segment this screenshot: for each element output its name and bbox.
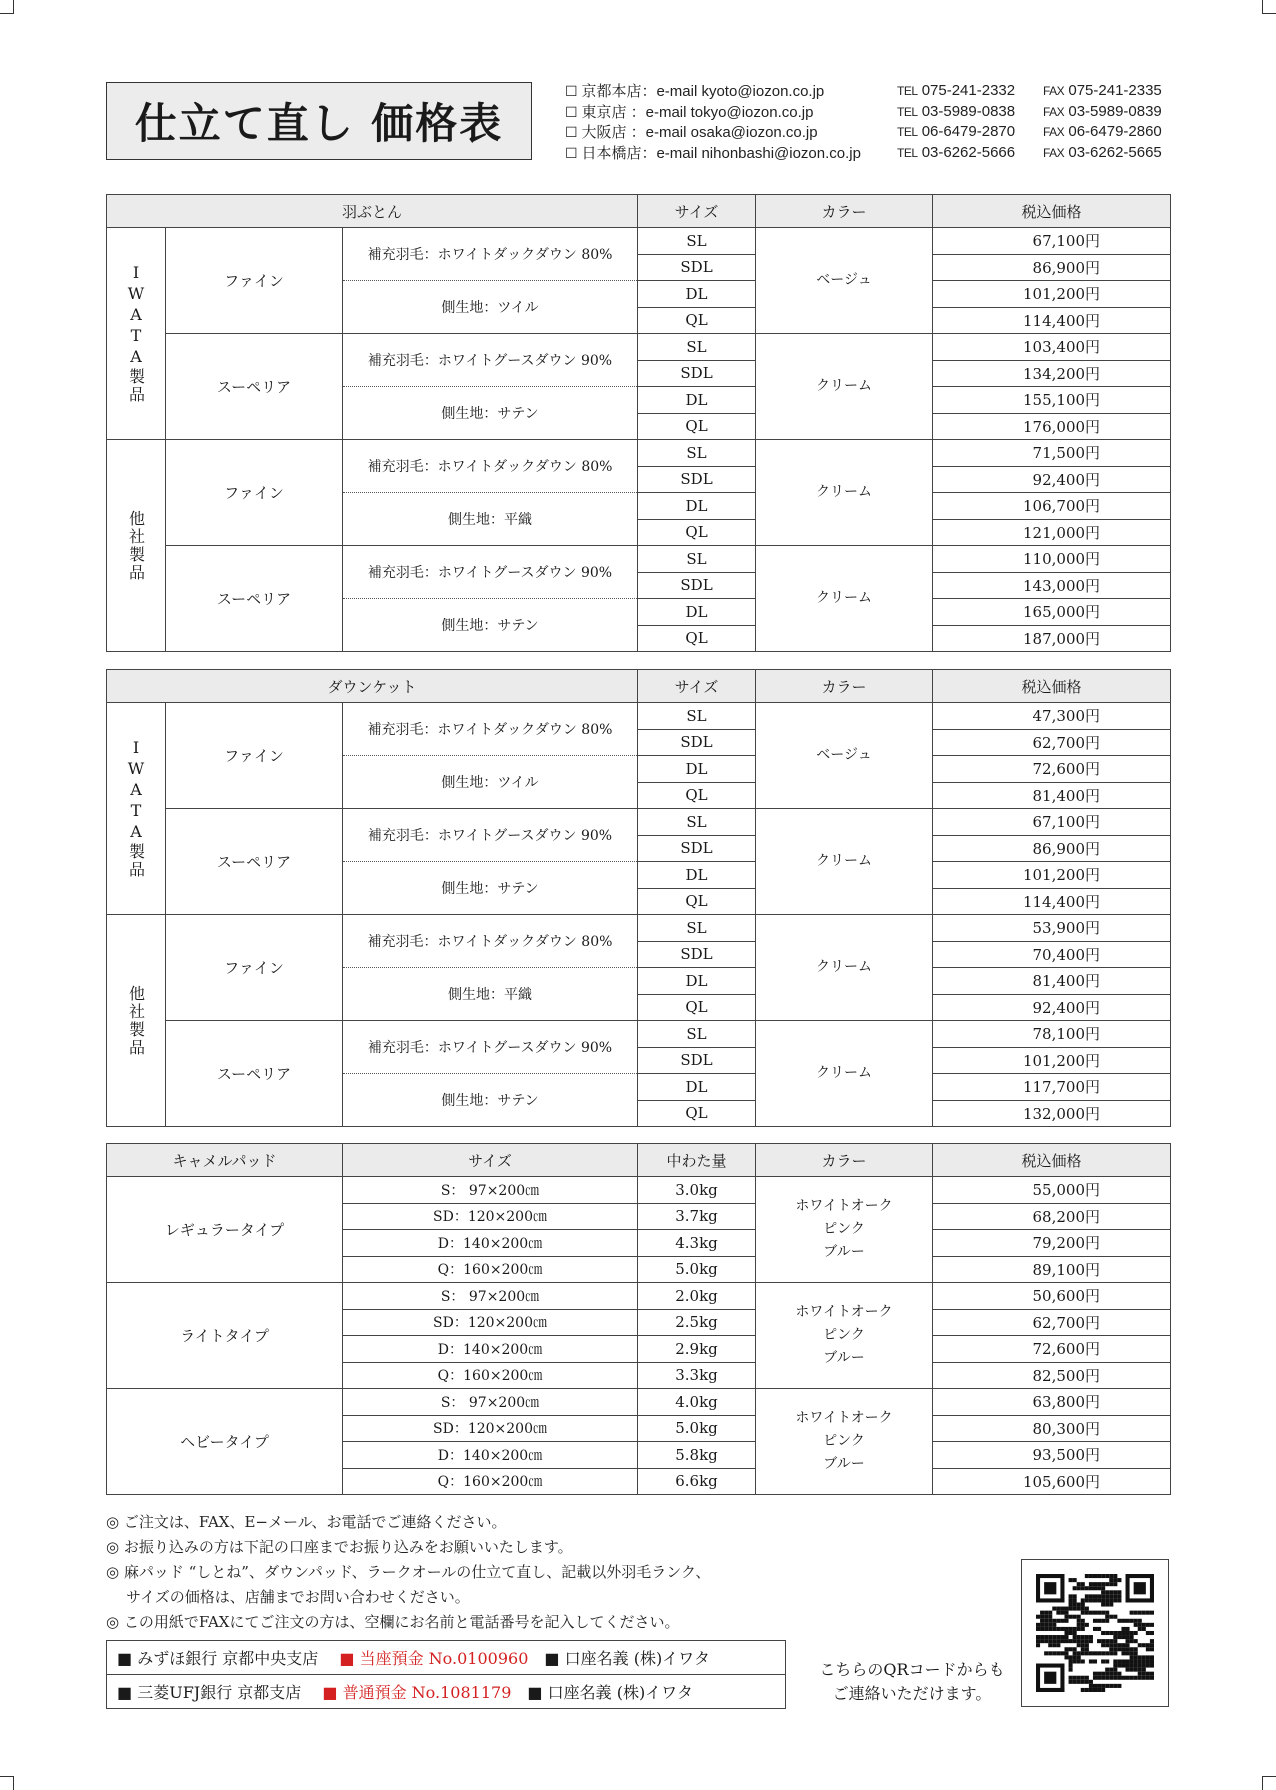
price-cell: 62,700円 — [933, 729, 1171, 756]
size-cell: QL — [638, 994, 756, 1021]
size-cell: DL — [638, 281, 756, 308]
price-cell: 114,400円 — [933, 888, 1171, 915]
price-cell: 47,300円 — [933, 703, 1171, 730]
size-cell: SL — [638, 915, 756, 942]
size-cell: QL — [638, 307, 756, 334]
crop-mark-bottom-right — [1262, 1776, 1276, 1790]
tel-number — [897, 82, 1043, 99]
tel-value: 06-6479-2870 — [921, 123, 1016, 140]
tel-number — [897, 123, 1043, 140]
size-cell: SL — [638, 546, 756, 573]
price-cell: 121,000円 — [933, 519, 1171, 546]
color-header: カラー — [756, 195, 933, 228]
price-cell: 62,700円 — [933, 1309, 1171, 1336]
account-holder: ■ 口座名義 (株)イワタ — [527, 1683, 693, 1702]
type-label: ライトタイプ — [107, 1283, 343, 1389]
table-row — [107, 1021, 1171, 1048]
table-row — [107, 334, 1171, 361]
price-cell: 67,100円 — [933, 228, 1171, 255]
account-number: ■ 普通預金 No.1081179 — [322, 1683, 511, 1702]
tel-label: TEL — [897, 104, 918, 119]
size-cell: SDL — [638, 729, 756, 756]
price-cell: 110,000円 — [933, 546, 1171, 573]
note-line: ◎ ご注文は、FAX、E−メール、お電話でご連絡ください。 — [106, 1510, 710, 1535]
type-label: ヘビータイプ — [107, 1389, 343, 1495]
grade-label: スーペリア — [166, 546, 343, 652]
color-cell — [756, 1389, 933, 1495]
store-contact — [565, 80, 897, 101]
table-row — [107, 809, 1171, 836]
size-cell: QL — [638, 625, 756, 652]
weight-cell: 2.9kg — [638, 1336, 756, 1363]
weight-cell: 5.8kg — [638, 1442, 756, 1469]
futon-price-table — [106, 194, 1171, 652]
size-cell: DL — [638, 599, 756, 626]
fax-number — [1043, 103, 1185, 120]
type-label: レギュラータイプ — [107, 1177, 343, 1283]
size-cell: SD：120×200㎝ — [343, 1203, 638, 1230]
fill-spec: 補充羽毛：ホワイトダックダウン 80% — [343, 228, 638, 281]
weight-cell: 4.3kg — [638, 1230, 756, 1257]
contact-row — [565, 80, 1185, 101]
fill-spec: 補充羽毛：ホワイトグースダウン 90% — [343, 1021, 638, 1074]
store-label: ☐ 日本橋店：e-mail — [565, 145, 697, 162]
price-cell: 68,200円 — [933, 1203, 1171, 1230]
weight-cell: 3.7kg — [638, 1203, 756, 1230]
size-cell: DL — [638, 493, 756, 520]
color-option: ブルー — [823, 1456, 865, 1472]
account-holder: ■ 口座名義 (株)イワタ — [544, 1649, 710, 1668]
price-cell: 89,100円 — [933, 1256, 1171, 1283]
column-header: カラー — [756, 1144, 933, 1177]
fill-spec: 補充羽毛：ホワイトグースダウン 90% — [343, 334, 638, 387]
price-cell: 92,400円 — [933, 466, 1171, 493]
size-cell: QL — [638, 888, 756, 915]
size-header: サイズ — [638, 670, 756, 703]
price-cell: 106,700円 — [933, 493, 1171, 520]
color-cell: クリーム — [756, 440, 933, 546]
size-cell: SDL — [638, 1047, 756, 1074]
fill-spec: 補充羽毛：ホワイトグースダウン 90% — [343, 809, 638, 862]
fax-number — [1043, 123, 1185, 140]
color-cell: クリーム — [756, 915, 933, 1021]
color-cell — [756, 1283, 933, 1389]
crop-mark-top-right — [1262, 0, 1276, 14]
store-label: ☐ 東京店 ：e-mail — [565, 104, 686, 121]
weight-cell: 3.0kg — [638, 1177, 756, 1204]
size-cell: D：140×200㎝ — [343, 1336, 638, 1363]
size-cell: Q：160×200㎝ — [343, 1362, 638, 1389]
grade-label: スーペリア — [166, 334, 343, 440]
fill-spec: 補充羽毛：ホワイトダックダウン 80% — [343, 703, 638, 756]
price-cell: 80,300円 — [933, 1415, 1171, 1442]
size-cell: SDL — [638, 941, 756, 968]
bank-row — [107, 1675, 786, 1709]
size-cell: QL — [638, 519, 756, 546]
size-cell: SD：120×200㎝ — [343, 1309, 638, 1336]
size-cell: SL — [638, 440, 756, 467]
tel-value: 03-5989-0838 — [921, 102, 1016, 120]
price-cell: 67,100円 — [933, 809, 1171, 836]
color-cell: クリーム — [756, 546, 933, 652]
tel-label: TEL — [897, 84, 918, 98]
grade-label: ファイン — [166, 915, 343, 1021]
fill-spec: 補充羽毛：ホワイトダックダウン 80% — [343, 915, 638, 968]
price-cell: 82,500円 — [933, 1362, 1171, 1389]
table-row — [107, 440, 1171, 467]
grade-label: スーペリア — [166, 1021, 343, 1127]
column-header: 中わた量 — [638, 1144, 756, 1177]
price-cell: 105,600円 — [933, 1468, 1171, 1495]
note-line: ◎ お振り込みの方は下記の口座までお振り込みをお願いいたします。 — [106, 1535, 710, 1560]
size-cell: Q：160×200㎝ — [343, 1468, 638, 1495]
size-header: サイズ — [638, 195, 756, 228]
camel-pad-price-table — [106, 1143, 1171, 1495]
size-cell: SL — [638, 228, 756, 255]
size-cell: S： 97×200㎝ — [343, 1177, 638, 1204]
header-row — [107, 670, 1171, 703]
color-option: ホワイトオーク — [795, 1304, 893, 1320]
fabric-spec: 側生地：サテン — [343, 862, 638, 915]
size-cell: S： 97×200㎝ — [343, 1283, 638, 1310]
price-cell: 71,500円 — [933, 440, 1171, 467]
size-cell: DL — [638, 1074, 756, 1101]
fabric-spec: 側生地：ツイル — [343, 281, 638, 334]
email-link[interactable]: nihonbashi@iozon.co.jp — [701, 144, 861, 162]
contact-row — [565, 101, 1185, 122]
fax-value: 075-241-2335 — [1068, 82, 1162, 99]
note-line: ◎ この用紙でFAXにてご注文の方は、空欄にお名前と電話番号を記入してください。 — [106, 1610, 710, 1635]
fabric-spec: 側生地：サテン — [343, 599, 638, 652]
size-cell: DL — [638, 756, 756, 783]
table-row — [107, 1389, 1171, 1416]
price-cell: 132,000円 — [933, 1100, 1171, 1127]
price-cell: 55,000円 — [933, 1177, 1171, 1204]
table-row — [107, 546, 1171, 573]
qr-note-line: こちらのQRコードからも — [819, 1660, 1005, 1679]
qr-code[interactable] — [1021, 1559, 1169, 1707]
color-cell: ベージュ — [756, 228, 933, 334]
weight-cell: 4.0kg — [638, 1389, 756, 1416]
fabric-spec: 側生地：ツイル — [343, 756, 638, 809]
maker-label: IWATA製品 — [107, 228, 166, 440]
price-cell: 101,200円 — [933, 1047, 1171, 1074]
size-cell: S： 97×200㎝ — [343, 1389, 638, 1416]
price-header: 税込価格 — [933, 195, 1171, 228]
color-option: ピンク — [823, 1327, 865, 1343]
price-cell: 93,500円 — [933, 1442, 1171, 1469]
header-row — [107, 195, 1171, 228]
crop-mark-bottom-left — [0, 1776, 14, 1790]
tel-number — [897, 103, 1043, 120]
table-row — [107, 228, 1171, 255]
price-cell: 165,000円 — [933, 599, 1171, 626]
size-cell: SDL — [638, 360, 756, 387]
color-option: ホワイトオーク — [795, 1198, 893, 1214]
size-cell: SL — [638, 1021, 756, 1048]
size-cell: SL — [638, 334, 756, 361]
price-cell: 70,400円 — [933, 941, 1171, 968]
qr-note — [812, 1658, 1012, 1706]
header-row — [107, 1144, 1171, 1177]
fax-value: 03-5989-0839 — [1068, 102, 1162, 120]
size-cell: SDL — [638, 254, 756, 281]
email-link[interactable]: osaka@iozon.co.jp — [690, 124, 818, 141]
color-cell: クリーム — [756, 1021, 933, 1127]
color-cell: クリーム — [756, 809, 933, 915]
maker-label: 他社製品 — [107, 915, 166, 1127]
contact-row — [565, 121, 1185, 142]
price-cell: 86,900円 — [933, 835, 1171, 862]
price-cell: 81,400円 — [933, 782, 1171, 809]
weight-cell: 3.3kg — [638, 1362, 756, 1389]
price-cell: 155,100円 — [933, 387, 1171, 414]
order-notes — [106, 1510, 710, 1635]
price-cell: 187,000円 — [933, 625, 1171, 652]
size-cell: SL — [638, 809, 756, 836]
price-cell: 72,600円 — [933, 756, 1171, 783]
bank-name: ■ みずほ銀行 京都中央支店 — [117, 1649, 318, 1668]
bank-row — [107, 1641, 786, 1675]
price-cell: 78,100円 — [933, 1021, 1171, 1048]
grade-label: ファイン — [166, 440, 343, 546]
color-cell — [756, 1177, 933, 1283]
price-cell: 176,000円 — [933, 413, 1171, 440]
size-cell: QL — [638, 782, 756, 809]
column-header: キャメルパッド — [107, 1144, 343, 1177]
grade-label: スーペリア — [166, 809, 343, 915]
size-cell: SDL — [638, 835, 756, 862]
price-cell: 53,900円 — [933, 915, 1171, 942]
price-cell: 101,200円 — [933, 281, 1171, 308]
bank-cell — [107, 1675, 786, 1709]
fax-label: FAX — [1043, 125, 1065, 139]
store-label: ☐ 大阪店 ：e-mail — [565, 124, 686, 141]
column-header: 税込価格 — [933, 1144, 1171, 1177]
fill-spec: 補充羽毛：ホワイトグースダウン 90% — [343, 546, 638, 599]
fax-value: 03-6262-5665 — [1068, 143, 1162, 161]
note-line: サイズの価格は、店舗までお問い合わせください。 — [126, 1588, 470, 1606]
tel-value: 03-6262-5666 — [921, 143, 1016, 161]
price-cell: 63,800円 — [933, 1389, 1171, 1416]
price-cell: 92,400円 — [933, 994, 1171, 1021]
color-option: ピンク — [823, 1221, 865, 1237]
fabric-spec: 側生地：平織 — [343, 493, 638, 546]
fabric-spec: 側生地：平織 — [343, 968, 638, 1021]
size-cell: DL — [638, 387, 756, 414]
price-cell: 79,200円 — [933, 1230, 1171, 1257]
fax-number — [1043, 144, 1185, 161]
downket-price-table — [106, 669, 1171, 1127]
maker-label: 他社製品 — [107, 440, 166, 652]
product-header: 羽ぶとん — [107, 195, 638, 228]
email-link[interactable]: tokyo@iozon.co.jp — [690, 103, 814, 121]
size-cell: QL — [638, 1100, 756, 1127]
price-cell: 101,200円 — [933, 862, 1171, 889]
fabric-spec: 側生地：サテン — [343, 387, 638, 440]
contact-row — [565, 142, 1185, 163]
price-cell: 72,600円 — [933, 1336, 1171, 1363]
table-row — [107, 915, 1171, 942]
grade-label: ファイン — [166, 703, 343, 809]
store-label: ☐ 京都本店：e-mail — [565, 83, 697, 100]
table-row — [107, 703, 1171, 730]
size-cell: SD：120×200㎝ — [343, 1415, 638, 1442]
store-contact — [565, 121, 897, 142]
price-cell: 50,600円 — [933, 1283, 1171, 1310]
fax-value: 06-6479-2860 — [1068, 123, 1162, 140]
weight-cell: 5.0kg — [638, 1256, 756, 1283]
price-cell: 103,400円 — [933, 334, 1171, 361]
size-cell: Q：160×200㎝ — [343, 1256, 638, 1283]
tel-label: TEL — [897, 145, 918, 160]
table-row — [107, 1283, 1171, 1310]
qr-note-line: ご連絡いただけます。 — [832, 1684, 992, 1703]
fax-number — [1043, 82, 1185, 99]
weight-cell: 6.6kg — [638, 1468, 756, 1495]
price-cell: 143,000円 — [933, 572, 1171, 599]
account-number: ■ 当座預金 No.0100960 — [339, 1649, 528, 1668]
color-option: ピンク — [823, 1433, 865, 1449]
crop-mark-top-left — [0, 0, 14, 14]
price-cell: 114,400円 — [933, 307, 1171, 334]
tel-label: TEL — [897, 125, 918, 139]
size-cell: D：140×200㎝ — [343, 1230, 638, 1257]
color-cell: ベージュ — [756, 703, 933, 809]
color-header: カラー — [756, 670, 933, 703]
weight-cell: 2.0kg — [638, 1283, 756, 1310]
fax-label: FAX — [1043, 84, 1065, 98]
price-cell: 117,700円 — [933, 1074, 1171, 1101]
tel-value: 075-241-2332 — [921, 82, 1016, 99]
fill-spec: 補充羽毛：ホワイトダックダウン 80% — [343, 440, 638, 493]
price-cell: 134,200円 — [933, 360, 1171, 387]
price-header: 税込価格 — [933, 670, 1171, 703]
size-cell: SDL — [638, 572, 756, 599]
grade-label: ファイン — [166, 228, 343, 334]
bank-cell — [107, 1641, 786, 1675]
size-cell: DL — [638, 862, 756, 889]
size-cell: SDL — [638, 466, 756, 493]
color-option: ブルー — [823, 1244, 865, 1260]
size-cell: SL — [638, 703, 756, 730]
store-contact — [565, 101, 897, 122]
product-header: ダウンケット — [107, 670, 638, 703]
table-row — [107, 1177, 1171, 1204]
bank-name: ■ 三菱UFJ銀行 京都支店 — [117, 1683, 301, 1702]
color-option: ブルー — [823, 1350, 865, 1366]
page-title: 仕立て直し 価格表 — [106, 82, 532, 160]
column-header: サイズ — [343, 1144, 638, 1177]
fax-label: FAX — [1043, 104, 1065, 119]
color-option: ホワイトオーク — [795, 1410, 893, 1426]
price-cell: 81,400円 — [933, 968, 1171, 995]
store-contact — [565, 142, 897, 163]
bank-accounts — [106, 1640, 786, 1709]
tel-number — [897, 144, 1043, 161]
note-line: ◎ 麻パッド “しとね”、ダウンパッド、ラークオールの仕立て直し、記載以外羽毛ランク、 — [106, 1560, 710, 1585]
contact-list — [565, 80, 1185, 162]
fax-label: FAX — [1043, 145, 1065, 160]
weight-cell: 5.0kg — [638, 1415, 756, 1442]
qr-code-icon — [1036, 1574, 1154, 1692]
price-cell: 86,900円 — [933, 254, 1171, 281]
color-cell: クリーム — [756, 334, 933, 440]
size-cell: D：140×200㎝ — [343, 1442, 638, 1469]
size-cell: QL — [638, 413, 756, 440]
fabric-spec: 側生地：サテン — [343, 1074, 638, 1127]
size-cell: DL — [638, 968, 756, 995]
weight-cell: 2.5kg — [638, 1309, 756, 1336]
email-link[interactable]: kyoto@iozon.co.jp — [701, 83, 825, 100]
maker-label: IWATA製品 — [107, 703, 166, 915]
